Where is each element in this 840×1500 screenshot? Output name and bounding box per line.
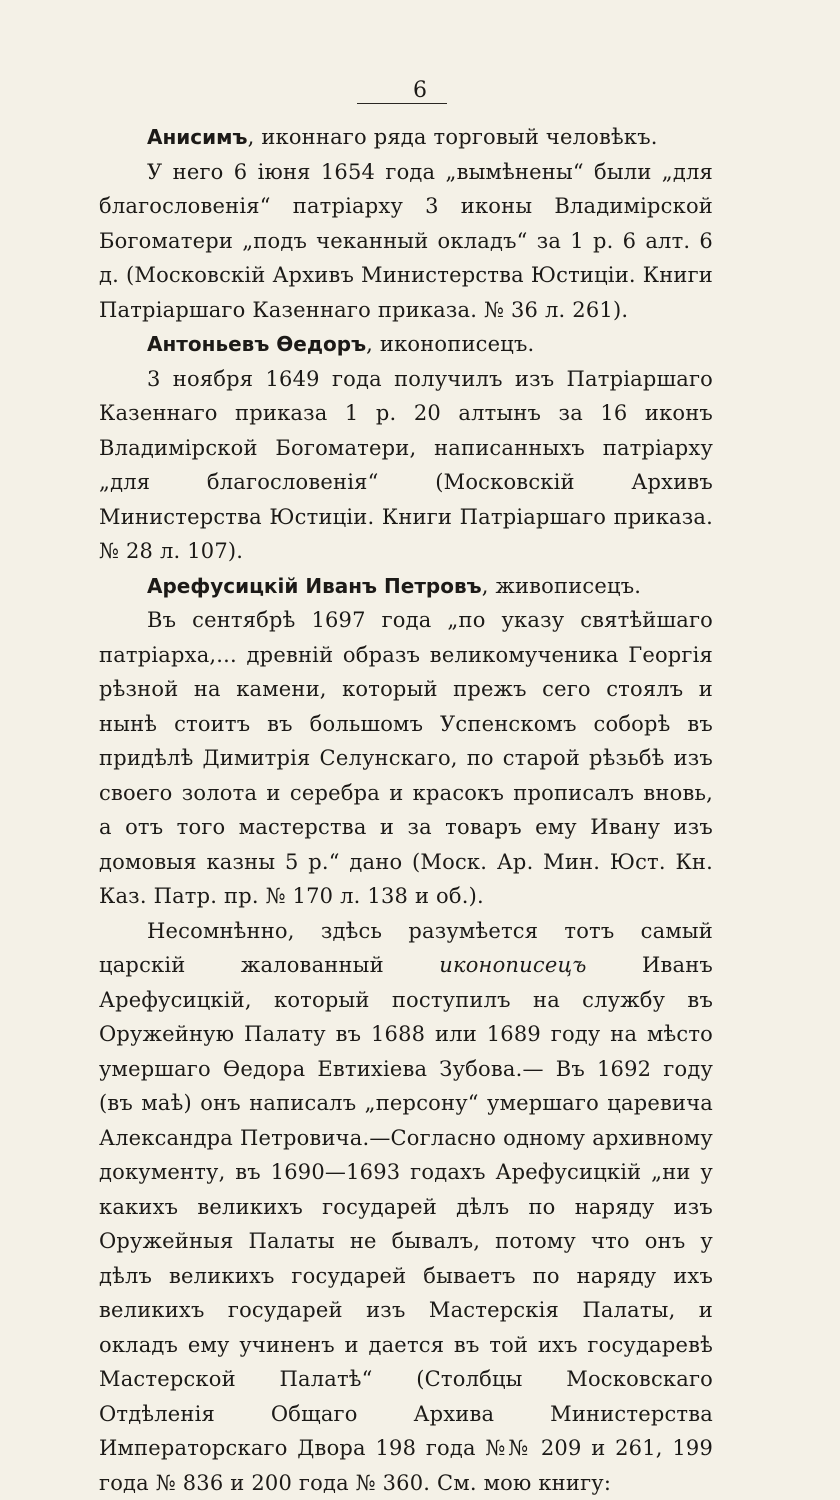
page-number: 6: [0, 78, 840, 104]
entry-body-arefusitsky: Въ сентябрѣ 1697 года „по указу святѣйшаго патріарха,... древній образъ великомученика Георгія рѣзной на камени, который прежъ сего стоялъ и нынѣ стоитъ въ большомъ Успенскомъ соборѣ въ придѣлѣ Димитрія Селунскаго, по старой рѣзьбѣ изъ своего золота и серебра и красокъ прописалъ вновь, а отъ того мастерства и за товаръ ему Ивану изъ домовыя казны 5 р.“ дано (Моск. Ар. Мин. Юст. Кн. Каз. Патр. пр. № 170 л. 138 и об.).: [99, 603, 713, 914]
note-emphasis: иконописецъ: [439, 953, 586, 977]
entry-role: , иконнаго ряда торговый человѣкъ.: [248, 125, 658, 149]
entry-name: Анисимъ: [147, 125, 248, 149]
entry-note-arefusitsky: [99, 914, 713, 1500]
note-text-end: Иванъ Арефусицкій, который поступилъ на службу въ Оружейную Палату въ 1688 или 1689 году на мѣсто умершаго Ѳедора Евтихіева Зубова.— Въ 1692 году (въ маѣ) онъ написалъ „персону“ умершаго царевича Александра Петровича.—Согласно одному архивному документу, въ 1690—1693 годахъ Арефусицкій „ни у какихъ великихъ государей дѣлъ по наряду изъ Оружейныя Палаты не бывалъ, потому что онъ у дѣлъ великихъ государей бываетъ по наряду ихъ великихъ государей изъ Мастерскія Палаты, и окладъ ему учиненъ и дается въ той ихъ государевѣ Мастерской Палатѣ“ (Столбцы Московскаго Отдѣленія Общаго Архива Министерства Императорскаго Двора 198 года №№ 209 и 261, 199 года № 836 и 200 года № 360. См. мою книгу:: [99, 953, 713, 1495]
entry-heading-antonyev: [99, 327, 713, 362]
page-text: [99, 120, 713, 1500]
entry-body-anisim: У него 6 іюня 1654 года „вымѣнены“ были „для благословенія“ патріарху 3 иконы Владимірской Богоматери „подъ чеканный окладъ“ за 1 р. 6 алт. 6 д. (Московскій Архивъ Министерства Юстиціи. Книги Патріаршаго Казеннаго приказа. № 36 л. 261).: [99, 155, 713, 328]
entry-name: Антоньевъ Ѳедоръ: [147, 332, 366, 356]
page-number-rule: [357, 103, 447, 104]
entry-role: , иконописецъ.: [366, 332, 534, 356]
entry-body-antonyev: 3 ноября 1649 года получилъ изъ Патріаршаго Казеннаго приказа 1 р. 20 алтынъ за 16 иконъ Владимірской Богоматери, написанныхъ патріарху „для благословенія“ (Московскій Архивъ Министерства Юстиціи. Книги Патріаршаго приказа. № 28 л. 107).: [99, 362, 713, 569]
entry-role: , живописецъ.: [482, 574, 641, 598]
note-text-start: Несомнѣнно, здѣсь разумѣется тотъ самый царскій жалованный: [99, 919, 713, 978]
entry-heading-arefusitsky: [99, 569, 713, 604]
entry-heading-anisim: [99, 120, 713, 155]
entry-name: Арефусицкій Иванъ Петровъ: [147, 574, 482, 598]
